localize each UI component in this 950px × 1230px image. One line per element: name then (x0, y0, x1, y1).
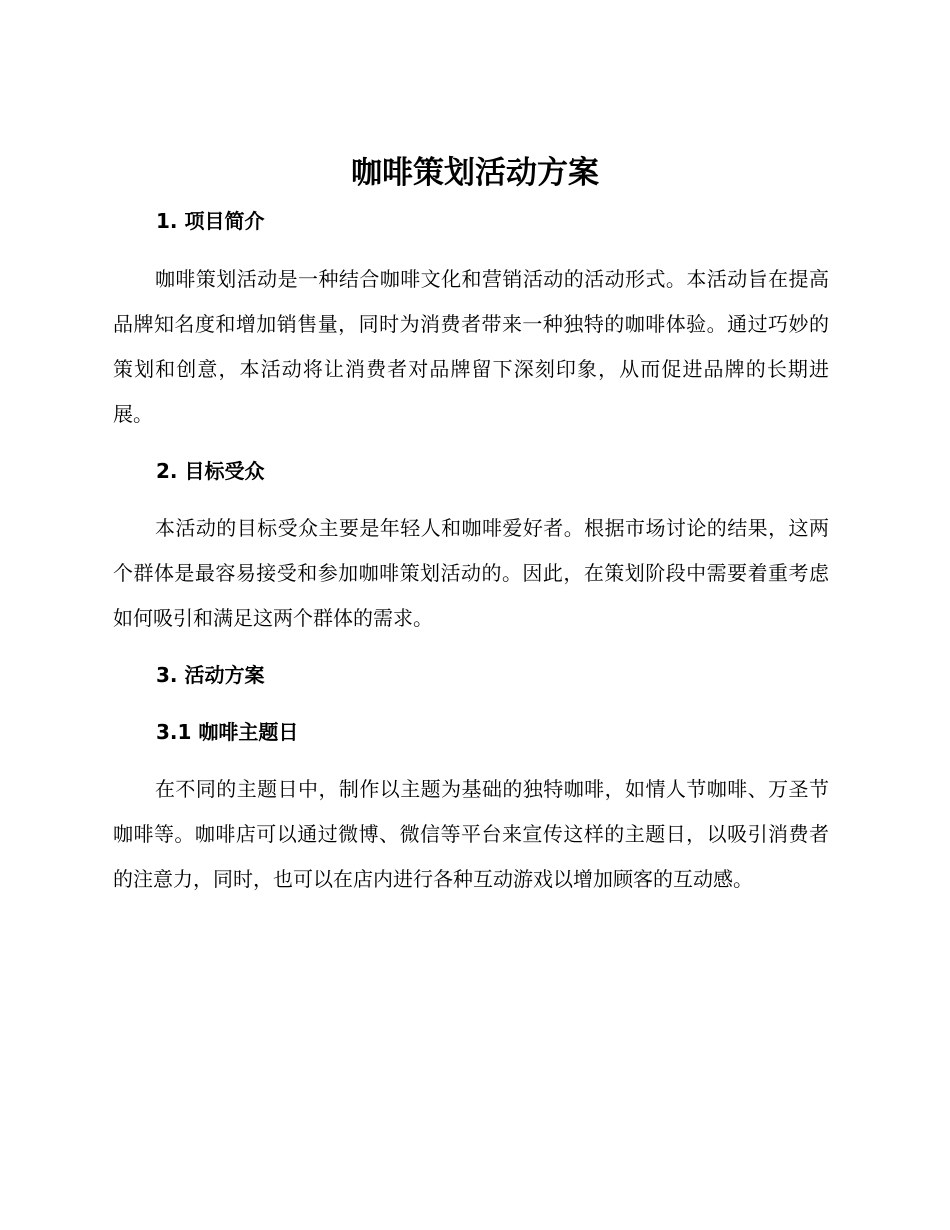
section-heading-theme-day: 3.1 咖啡主题日 (156, 720, 299, 744)
section-heading-plan: 3. 活动方案 (156, 663, 265, 687)
document-title: 咖啡策划活动方案 (351, 155, 599, 191)
section-paragraph-audience: 本活动的目标受众主要是年轻人和咖啡爱好者。根据市场讨论的结果，这两个群体是最容易接受和参加咖啡策划活动的。因此，在策划阶段中需要着重考虑如何吸引和满足这两个群体的需求。 (113, 516, 829, 630)
section-paragraph-intro: 咖啡策划活动是一种结合咖啡文化和营销活动的活动形式。本活动旨在提高品牌知名度和增加销售量，同时为消费者带来一种独特的咖啡体验。通过巧妙的策划和创意，本活动将让消费者对品牌留下深刻印象，从而促进品牌的长期进展。 (113, 267, 829, 426)
section-heading-intro: 1. 项目简介 (156, 209, 265, 233)
section-paragraph-theme-day: 在不同的主题日中，制作以主题为基础的独特咖啡，如情人节咖啡、万圣节咖啡等。咖啡店可以通过微博、微信等平台来宣传这样的主题日，以吸引消费者的注意力，同时，也可以在店内进行各种互动游戏以增加顾客的互动感。 (113, 777, 829, 891)
section-heading-audience: 2. 目标受众 (156, 459, 265, 483)
